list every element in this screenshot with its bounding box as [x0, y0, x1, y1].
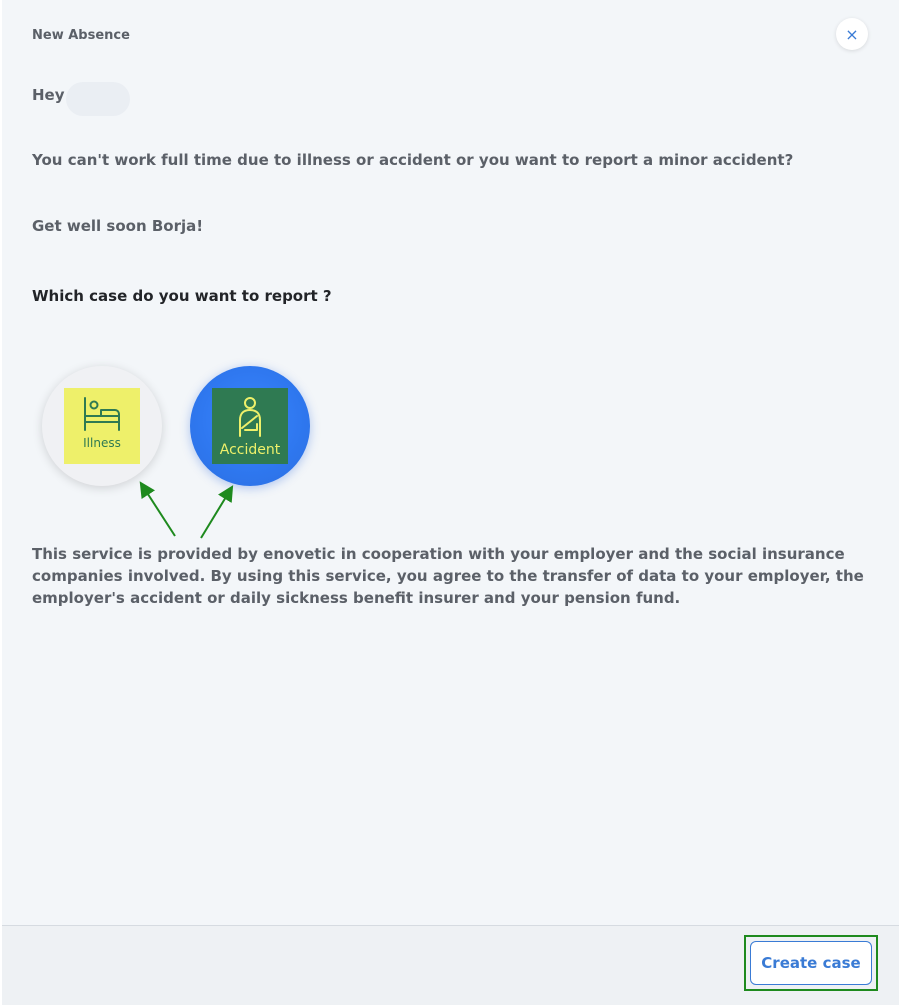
absence-question: You can't work full time due to illness or accident or you want to report a minor accident?: [32, 151, 794, 169]
dialog-title: New Absence: [32, 28, 130, 43]
disclaimer-text: This service is provided by enovetic in cooperation with your employer and the social insurance companies involved. By using this service, you agree to the transfer of data to your employer, the employer's accident or daily sickness benefit insurer and your pension fund.: [32, 545, 864, 607]
option-label-illness: Illness: [83, 436, 121, 450]
create-case-highlight: [744, 935, 878, 991]
annotation-arrow-illness: [144, 488, 175, 536]
option-label-accident: Accident: [219, 442, 281, 458]
greeting-text: Hey: [32, 86, 65, 104]
create-case-button[interactable]: Create case: [750, 941, 872, 985]
case-prompt: Which case do you want to report ?: [32, 287, 332, 305]
annotation-arrow-accident: [201, 492, 229, 538]
close-icon: ×: [845, 24, 859, 44]
get-well-message: Get well soon Borja!: [32, 217, 204, 235]
